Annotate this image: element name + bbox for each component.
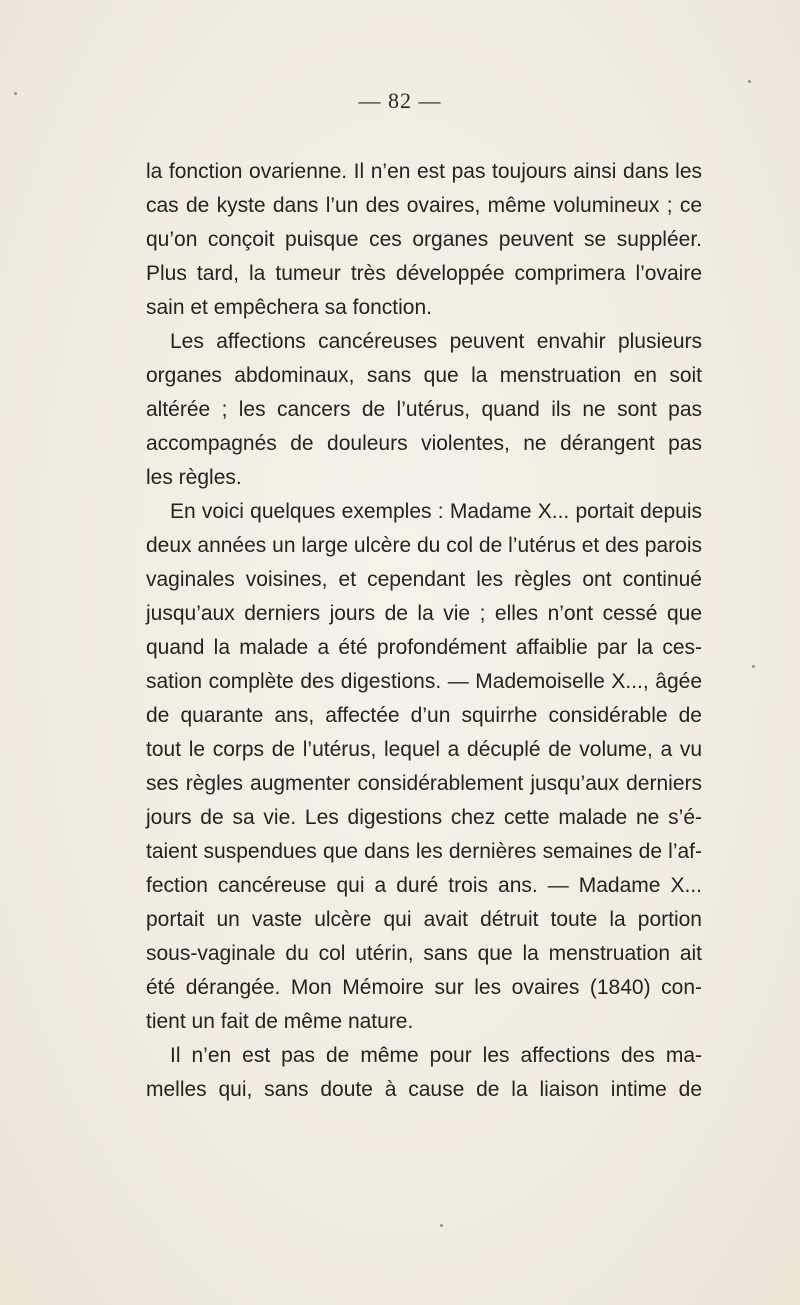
- text-line: altérée ; les cancers de l’utérus, quand ils ne sont pas: [146, 398, 702, 421]
- text-line: portait un vaste ulcère qui avait détruit toute la portion: [146, 908, 702, 931]
- text-line: Il n’en est pas de même pour les affections des ma-: [170, 1044, 702, 1067]
- paper-speck: [14, 92, 17, 95]
- paper-speck: [748, 80, 751, 83]
- text-line: organes abdominaux, sans que la menstruation en soit: [146, 364, 702, 387]
- text-line: jusqu’aux derniers jours de la vie ; elles n’ont cessé que: [146, 602, 702, 625]
- text-line: les règles.: [146, 466, 242, 489]
- paper-speck: [752, 665, 755, 668]
- text-line: En voici quelques exemples : Madame X... portait depuis: [170, 500, 702, 523]
- text-line: taient suspendues que dans les dernières semaines de l’af-: [146, 840, 702, 863]
- text-line: été dérangée. Mon Mémoire sur les ovaires (1840) con-: [146, 976, 702, 999]
- text-line: sain et empêchera sa fonction.: [146, 296, 433, 319]
- text-line: jours de sa vie. Les digestions chez cette malade ne s’é-: [146, 806, 702, 829]
- text-line: vaginales voisines, et cependant les règles ont continué: [146, 568, 702, 591]
- text-line: tout le corps de l’utérus, lequel a décuplé de volume, a vu: [146, 738, 702, 761]
- text-line: ses règles augmenter considérablement jusqu’aux derniers: [146, 772, 702, 795]
- text-line: deux années un large ulcère du col de l’utérus et des parois: [146, 534, 702, 557]
- text-line: accompagnés de douleurs violentes, ne dérangent pas: [146, 432, 702, 455]
- text-line: sous-vaginale du col utérin, sans que la menstruation ait: [146, 942, 702, 965]
- text-line: cas de kyste dans l’un des ovaires, même volumineux ; ce: [146, 194, 702, 217]
- text-line: quand la malade a été profondément affaiblie par la ces-: [146, 636, 702, 659]
- body-text: [146, 155, 702, 1107]
- text-line: melles qui, sans doute à cause de la liaison intime de: [146, 1078, 702, 1101]
- paper-speck: [440, 1224, 443, 1227]
- page-number: — 82 —: [358, 88, 442, 113]
- text-line: qu’on conçoit puisque ces organes peuvent se suppléer.: [146, 228, 702, 251]
- text-line: fection cancéreuse qui a duré trois ans. — Madame X...: [146, 874, 702, 897]
- text-line: la fonction ovarienne. Il n’en est pas toujours ainsi dans les: [146, 160, 702, 183]
- text-line: tient un fait de même nature.: [146, 1010, 414, 1033]
- text-line: de quarante ans, affectée d’un squirrhe considérable de: [146, 704, 702, 727]
- text-line: sation complète des digestions. — Mademoiselle X..., âgée: [146, 670, 702, 693]
- text-line: Plus tard, la tumeur très développée comprimera l’ovaire: [146, 262, 702, 285]
- text-line: Les affections cancéreuses peuvent envahir plusieurs: [170, 330, 702, 353]
